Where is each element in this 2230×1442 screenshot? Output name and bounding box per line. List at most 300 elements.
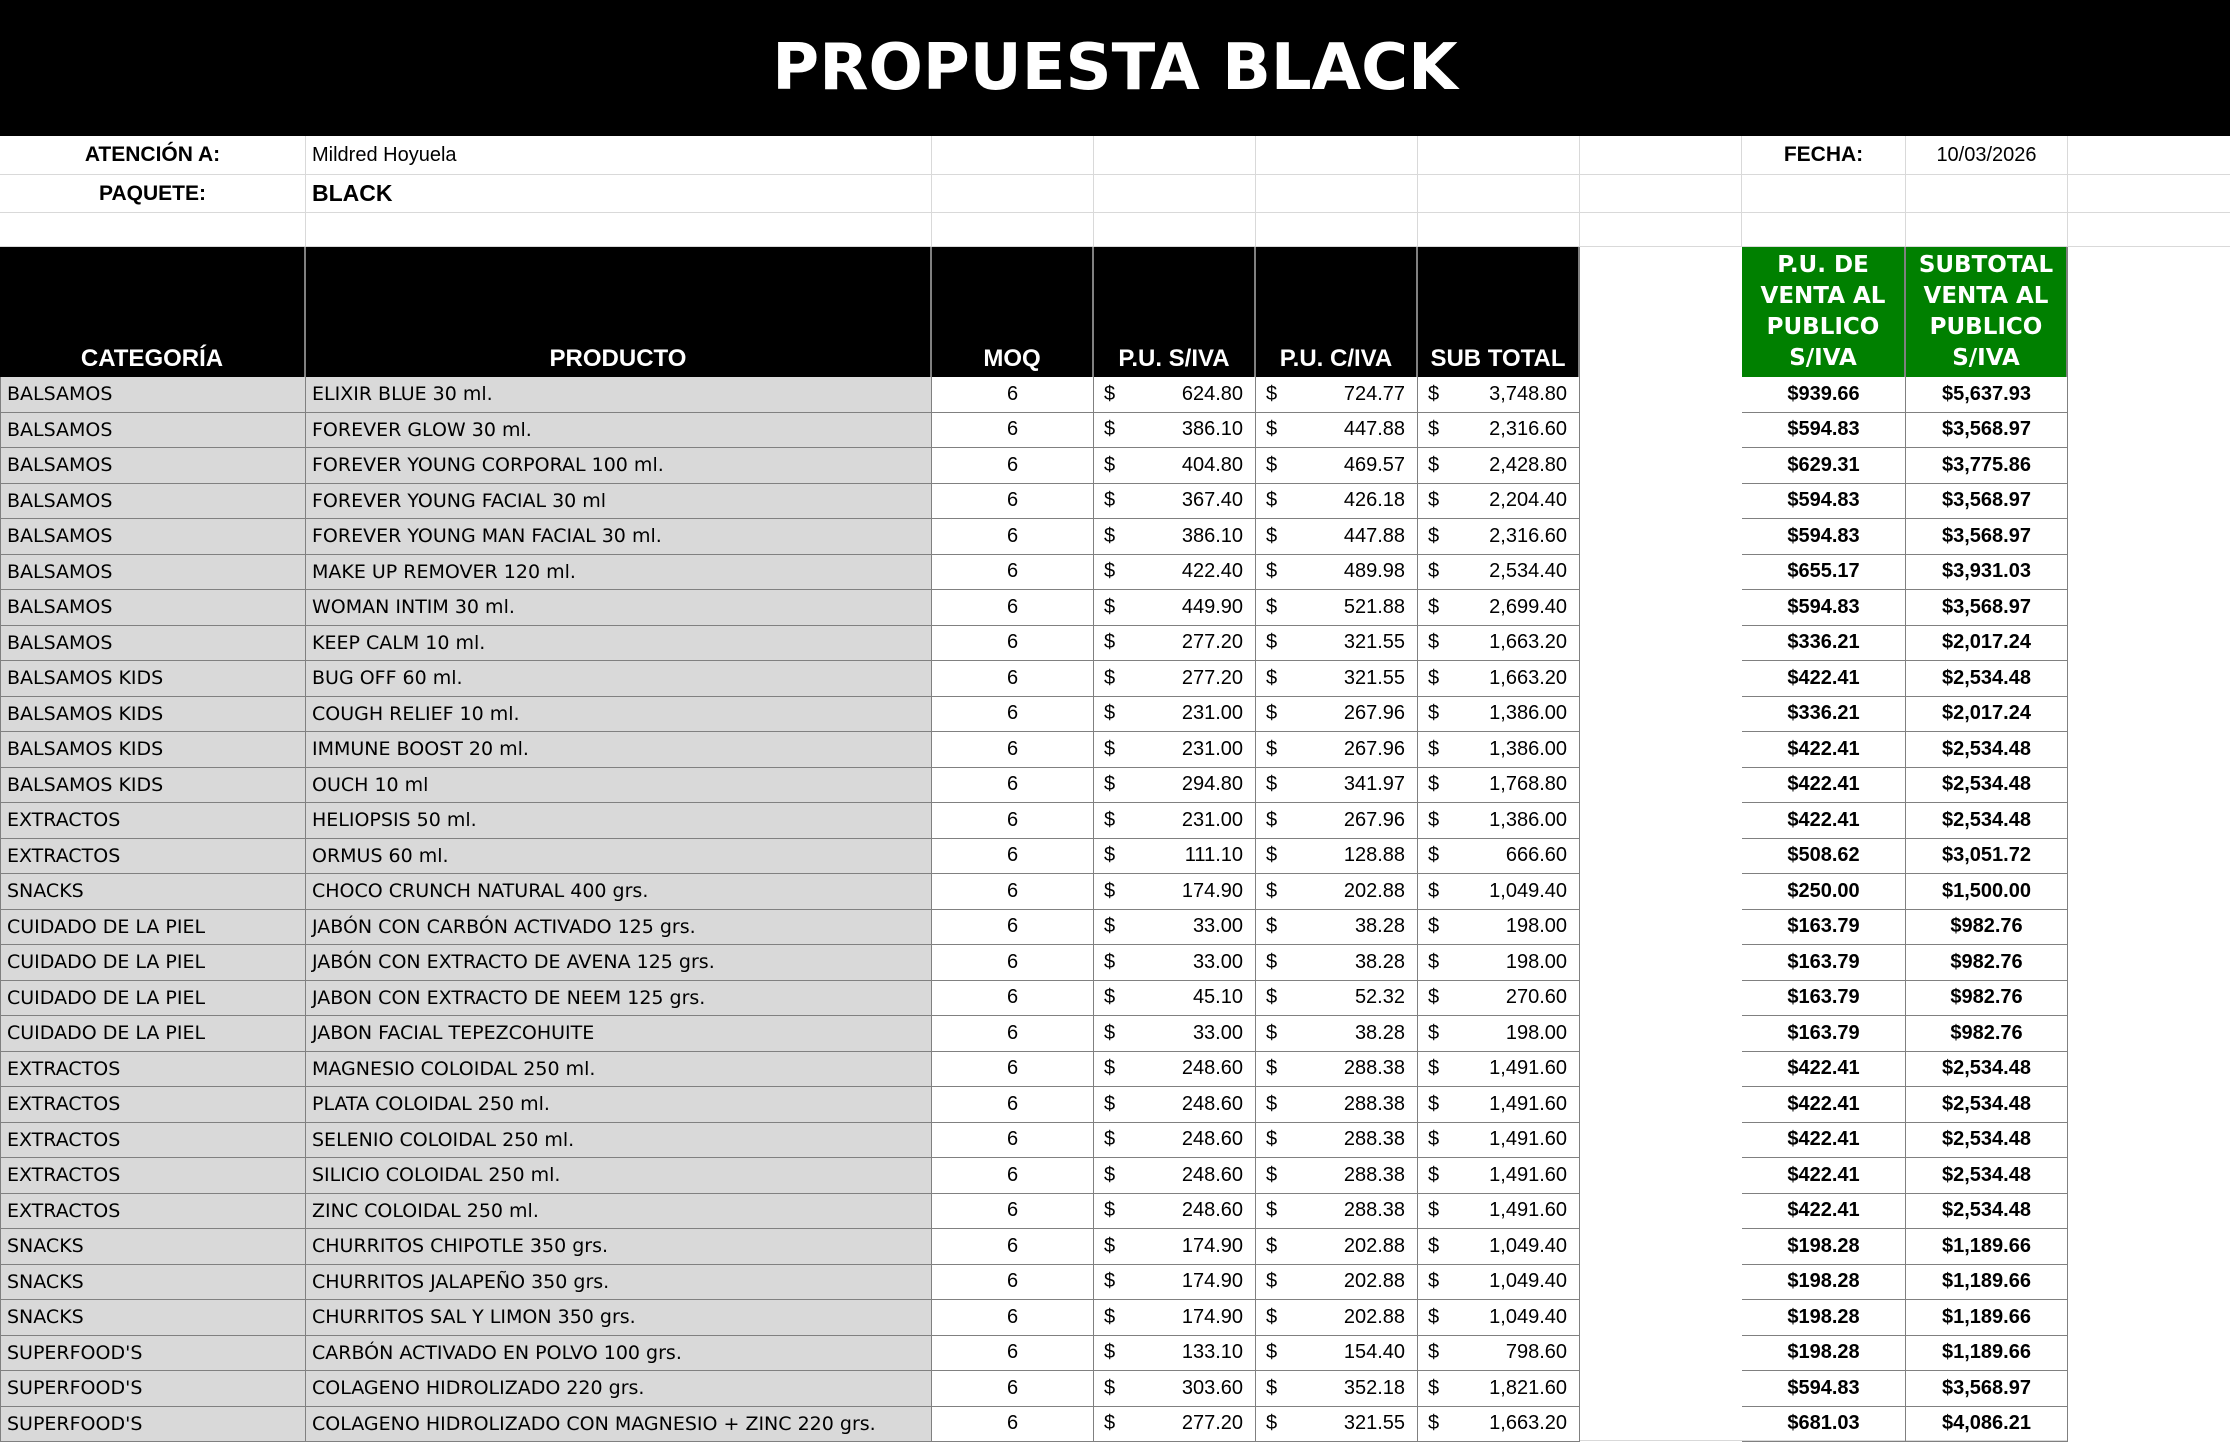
currency-symbol: $ [1104,560,1115,583]
pu-siva-cell[interactable] [1094,839,1256,875]
currency-symbol: $ [1428,631,1439,654]
pu-venta-cell[interactable]: $422.41 [1742,1087,1906,1123]
subtotal-venta-cell[interactable]: $3,568.97 [1906,484,2068,520]
currency-symbol: $ [1266,1022,1277,1045]
subtotal-venta-cell[interactable]: $2,534.48 [1906,1087,2068,1123]
pu-siva-cell[interactable] [1094,1265,1256,1301]
product-cell[interactable]: FOREVER YOUNG FACIAL 30 ml [306,484,932,520]
product-cell[interactable]: FOREVER YOUNG CORPORAL 100 ml. [306,448,932,484]
pu-venta-cell[interactable]: $198.28 [1742,1265,1906,1301]
moq-cell[interactable]: 6 [932,1229,1094,1265]
amount: 270.60 [1506,986,1567,1009]
subtotal-cell[interactable] [1418,1300,1580,1336]
pu-siva-cell[interactable] [1094,448,1256,484]
currency-symbol: $ [1266,1093,1277,1116]
moq-cell[interactable]: 6 [932,1052,1094,1088]
moq-cell[interactable]: 6 [932,413,1094,449]
category-cell[interactable]: EXTRACTOS [0,803,306,839]
pu-venta-cell[interactable]: $198.28 [1742,1300,1906,1336]
pu-civa-cell[interactable] [1256,413,1418,449]
pu-civa-cell[interactable] [1256,1123,1418,1159]
pu-siva-cell[interactable] [1094,1371,1256,1407]
pu-siva-cell[interactable] [1094,803,1256,839]
amount: 202.88 [1344,1235,1405,1258]
pu-civa-cell[interactable] [1256,803,1418,839]
category-cell[interactable]: EXTRACTOS [0,1194,306,1230]
product-cell[interactable]: COUGH RELIEF 10 ml. [306,697,932,733]
currency-symbol: $ [1266,667,1277,690]
moq-cell[interactable]: 6 [932,732,1094,768]
pu-siva-cell[interactable] [1094,377,1256,413]
pu-civa-cell[interactable] [1256,1371,1418,1407]
currency-symbol: $ [1428,560,1439,583]
subtotal-venta-cell[interactable]: $2,534.48 [1906,1123,2068,1159]
pu-civa-cell[interactable] [1256,1016,1418,1052]
pu-civa-cell[interactable] [1256,1336,1418,1372]
category-cell[interactable]: BALSAMOS [0,448,306,484]
pu-venta-cell[interactable]: $422.41 [1742,1052,1906,1088]
pu-civa-cell[interactable] [1256,697,1418,733]
product-cell[interactable]: IMMUNE BOOST 20 ml. [306,732,932,768]
subtotal-cell[interactable] [1418,1052,1580,1088]
pu-venta-cell[interactable]: $655.17 [1742,555,1906,591]
pu-venta-cell[interactable]: $594.83 [1742,484,1906,520]
subtotal-cell[interactable] [1418,661,1580,697]
pu-siva-cell[interactable] [1094,413,1256,449]
product-cell[interactable]: HELIOPSIS 50 ml. [306,803,932,839]
currency-symbol: $ [1104,1199,1115,1222]
category-cell[interactable]: BALSAMOS KIDS [0,732,306,768]
subtotal-cell[interactable] [1418,1194,1580,1230]
category-cell[interactable]: BALSAMOS KIDS [0,661,306,697]
product-cell[interactable]: ORMUS 60 ml. [306,839,932,875]
currency-symbol: $ [1428,738,1439,761]
amount: 248.60 [1182,1128,1243,1151]
subtotal-venta-cell[interactable]: $1,189.66 [1906,1265,2068,1301]
pu-siva-cell[interactable] [1094,1158,1256,1194]
category-cell[interactable]: EXTRACTOS [0,1052,306,1088]
category-cell[interactable]: EXTRACTOS [0,1087,306,1123]
pu-siva-cell[interactable] [1094,945,1256,981]
subtotal-venta-cell[interactable]: $2,534.48 [1906,803,2068,839]
currency-symbol: $ [1266,1377,1277,1400]
subtotal-venta-cell[interactable]: $2,534.48 [1906,768,2068,804]
amount: 422.40 [1182,560,1243,583]
subtotal-cell[interactable] [1418,1371,1580,1407]
subtotal-venta-cell[interactable]: $4,086.21 [1906,1407,2068,1442]
pu-siva-cell[interactable] [1094,1016,1256,1052]
pu-siva-cell[interactable] [1094,519,1256,555]
category-cell[interactable]: BALSAMOS KIDS [0,768,306,804]
currency-symbol: $ [1266,915,1277,938]
product-cell[interactable]: CHURRITOS SAL Y LIMON 350 grs. [306,1300,932,1336]
moq-cell[interactable]: 6 [932,874,1094,910]
subtotal-venta-cell[interactable]: $3,051.72 [1906,839,2068,875]
currency-symbol: $ [1266,1270,1277,1293]
currency-symbol: $ [1266,1412,1277,1435]
pu-siva-cell[interactable] [1094,1229,1256,1265]
pu-siva-cell[interactable] [1094,910,1256,946]
pu-civa-cell[interactable] [1256,732,1418,768]
product-cell[interactable]: WOMAN INTIM 30 ml. [306,590,932,626]
amount: 447.88 [1344,418,1405,441]
subtotal-cell[interactable] [1418,1229,1580,1265]
pu-venta-cell[interactable]: $163.79 [1742,945,1906,981]
pu-civa-cell[interactable] [1256,555,1418,591]
pu-venta-cell[interactable]: $681.03 [1742,1407,1906,1442]
subtotal-venta-cell[interactable]: $3,568.97 [1906,1371,2068,1407]
amount: 469.57 [1344,454,1405,477]
pu-venta-cell[interactable]: $422.41 [1742,1158,1906,1194]
subtotal-venta-cell[interactable]: $3,568.97 [1906,590,2068,626]
category-cell[interactable]: SUPERFOOD'S [0,1336,306,1372]
currency-symbol: $ [1428,596,1439,619]
amount: 267.96 [1344,738,1405,761]
amount: 294.80 [1182,773,1243,796]
product-cell[interactable]: COLAGENO HIDROLIZADO 220 grs. [306,1371,932,1407]
product-cell[interactable]: OUCH 10 ml [306,768,932,804]
moq-cell[interactable]: 6 [932,484,1094,520]
amount: 202.88 [1344,880,1405,903]
pu-venta-cell[interactable]: $422.41 [1742,803,1906,839]
pu-venta-cell[interactable]: $594.83 [1742,1371,1906,1407]
pu-siva-cell[interactable] [1094,1300,1256,1336]
category-cell[interactable]: BALSAMOS [0,519,306,555]
category-cell[interactable]: SUPERFOOD'S [0,1371,306,1407]
amount: 624.80 [1182,383,1243,406]
category-cell[interactable]: BALSAMOS [0,555,306,591]
pu-civa-cell[interactable] [1256,1194,1418,1230]
subtotal-cell[interactable] [1418,768,1580,804]
moq-cell[interactable]: 6 [932,1407,1094,1442]
pu-venta-cell[interactable]: $422.41 [1742,732,1906,768]
moq-cell[interactable]: 6 [932,839,1094,875]
moq-cell[interactable]: 6 [932,519,1094,555]
category-cell[interactable]: EXTRACTOS [0,839,306,875]
subtotal-cell[interactable] [1418,1336,1580,1372]
category-cell[interactable]: SUPERFOOD'S [0,1407,306,1442]
pu-siva-cell[interactable] [1094,1123,1256,1159]
product-cell[interactable]: PLATA COLOIDAL 250 ml. [306,1087,932,1123]
header-product: PRODUCTO [306,247,932,377]
product-cell[interactable]: JABÓN CON CARBÓN ACTIVADO 125 grs. [306,910,932,946]
subtotal-cell[interactable] [1418,377,1580,413]
product-cell[interactable]: COLAGENO HIDROLIZADO CON MAGNESIO + ZINC 220 grs. [306,1407,932,1442]
subtotal-venta-cell[interactable]: $1,189.66 [1906,1336,2068,1372]
category-cell[interactable]: EXTRACTOS [0,1158,306,1194]
pu-civa-cell[interactable] [1256,626,1418,662]
pu-siva-cell[interactable] [1094,590,1256,626]
subtotal-cell[interactable] [1418,448,1580,484]
subtotal-venta-cell[interactable]: $2,534.48 [1906,661,2068,697]
currency-symbol: $ [1428,1164,1439,1187]
pu-venta-cell[interactable]: $163.79 [1742,1016,1906,1052]
product-cell[interactable]: CHURRITOS JALAPEÑO 350 grs. [306,1265,932,1301]
product-cell[interactable]: CARBÓN ACTIVADO EN POLVO 100 grs. [306,1336,932,1372]
page-title: PROPUESTA BLACK [0,0,2230,136]
category-cell[interactable]: CUIDADO DE LA PIEL [0,910,306,946]
subtotal-cell[interactable] [1418,590,1580,626]
pu-civa-cell[interactable] [1256,874,1418,910]
subtotal-venta-cell[interactable]: $3,931.03 [1906,555,2068,591]
subtotal-cell[interactable] [1418,874,1580,910]
pu-civa-cell[interactable] [1256,377,1418,413]
category-cell[interactable]: CUIDADO DE LA PIEL [0,981,306,1017]
pu-civa-cell[interactable] [1256,1052,1418,1088]
subtotal-venta-cell[interactable]: $3,775.86 [1906,448,2068,484]
currency-symbol: $ [1428,986,1439,1009]
pu-venta-cell[interactable]: $594.83 [1742,413,1906,449]
category-cell[interactable]: SNACKS [0,1229,306,1265]
subtotal-venta-cell[interactable]: $1,500.00 [1906,874,2068,910]
subtotal-cell[interactable] [1418,555,1580,591]
amount: 231.00 [1182,702,1243,725]
currency-symbol: $ [1428,1377,1439,1400]
subtotal-cell[interactable] [1418,1123,1580,1159]
subtotal-venta-cell[interactable]: $982.76 [1906,1016,2068,1052]
subtotal-venta-cell[interactable]: $982.76 [1906,910,2068,946]
moq-cell[interactable]: 6 [932,697,1094,733]
subtotal-venta-cell[interactable]: $5,637.93 [1906,377,2068,413]
pu-siva-cell[interactable] [1094,981,1256,1017]
subtotal-cell[interactable] [1418,697,1580,733]
subtotal-venta-cell[interactable]: $2,534.48 [1906,732,2068,768]
subtotal-cell[interactable] [1418,910,1580,946]
product-cell[interactable]: JABÓN CON EXTRACTO DE AVENA 125 grs. [306,945,932,981]
currency-symbol: $ [1104,844,1115,867]
pu-venta-cell[interactable]: $250.00 [1742,874,1906,910]
pu-civa-cell[interactable] [1256,1265,1418,1301]
currency-symbol: $ [1428,1093,1439,1116]
subtotal-venta-cell[interactable]: $2,534.48 [1906,1158,2068,1194]
moq-cell[interactable]: 6 [932,910,1094,946]
subtotal-cell[interactable] [1418,1087,1580,1123]
subtotal-venta-cell[interactable]: $2,017.24 [1906,626,2068,662]
pu-civa-cell[interactable] [1256,590,1418,626]
date-label: FECHA: [1742,136,1905,174]
pu-venta-cell[interactable]: $594.83 [1742,590,1906,626]
moq-cell[interactable]: 6 [932,1371,1094,1407]
pu-venta-cell[interactable]: $594.83 [1742,519,1906,555]
product-cell[interactable]: FOREVER YOUNG MAN FACIAL 30 ml. [306,519,932,555]
moq-cell[interactable]: 6 [932,1300,1094,1336]
date-value[interactable]: 10/03/2026 [1906,136,2067,174]
category-cell[interactable]: BALSAMOS [0,413,306,449]
subtotal-venta-cell[interactable]: $3,568.97 [1906,519,2068,555]
product-cell[interactable]: MAGNESIO COLOIDAL 250 ml. [306,1052,932,1088]
pu-civa-cell[interactable] [1256,981,1418,1017]
currency-symbol: $ [1428,844,1439,867]
header-pu-siva: P.U. S/IVA [1094,247,1256,377]
pu-siva-cell[interactable] [1094,661,1256,697]
moq-cell[interactable]: 6 [932,1087,1094,1123]
pu-venta-cell[interactable]: $163.79 [1742,981,1906,1017]
currency-symbol: $ [1266,489,1277,512]
pu-siva-cell[interactable] [1094,1087,1256,1123]
moq-cell[interactable]: 6 [932,803,1094,839]
category-cell[interactable]: SNACKS [0,1300,306,1336]
pu-civa-cell[interactable] [1256,661,1418,697]
pu-civa-cell[interactable] [1256,484,1418,520]
product-cell[interactable]: BUG OFF 60 ml. [306,661,932,697]
pu-civa-cell[interactable] [1256,1229,1418,1265]
currency-symbol: $ [1428,1199,1439,1222]
subtotal-cell[interactable] [1418,1016,1580,1052]
pu-civa-cell[interactable] [1256,910,1418,946]
pu-venta-cell[interactable]: $422.41 [1742,661,1906,697]
amount: 231.00 [1182,738,1243,761]
subtotal-cell[interactable] [1418,981,1580,1017]
subtotal-venta-cell[interactable]: $982.76 [1906,945,2068,981]
category-cell[interactable]: SNACKS [0,874,306,910]
product-cell[interactable]: CHURRITOS CHIPOTLE 350 grs. [306,1229,932,1265]
pu-venta-cell[interactable]: $163.79 [1742,910,1906,946]
pu-siva-cell[interactable] [1094,626,1256,662]
category-cell[interactable]: SNACKS [0,1265,306,1301]
subtotal-cell[interactable] [1418,839,1580,875]
category-cell[interactable]: CUIDADO DE LA PIEL [0,945,306,981]
pu-siva-cell[interactable] [1094,697,1256,733]
currency-symbol: $ [1428,1022,1439,1045]
product-cell[interactable]: CHOCO CRUNCH NATURAL 400 grs. [306,874,932,910]
product-cell[interactable]: SILICIO COLOIDAL 250 ml. [306,1158,932,1194]
pu-venta-cell[interactable]: $939.66 [1742,377,1906,413]
pu-siva-cell[interactable] [1094,1336,1256,1372]
moq-cell[interactable]: 6 [932,1123,1094,1159]
category-cell[interactable]: BALSAMOS KIDS [0,697,306,733]
subtotal-venta-cell[interactable]: $3,568.97 [1906,413,2068,449]
amount: 38.28 [1355,915,1405,938]
amount: 1,821.60 [1489,1377,1567,1400]
amount: 277.20 [1182,631,1243,654]
pu-siva-cell[interactable] [1094,555,1256,591]
pu-siva-cell[interactable] [1094,1407,1256,1442]
package-value[interactable]: BLACK [306,175,906,212]
moq-cell[interactable]: 6 [932,661,1094,697]
currency-symbol: $ [1428,1412,1439,1435]
pu-venta-cell[interactable]: $198.28 [1742,1336,1906,1372]
pu-civa-cell[interactable] [1256,768,1418,804]
currency-symbol: $ [1104,951,1115,974]
subtotal-cell[interactable] [1418,413,1580,449]
pu-civa-cell[interactable] [1256,519,1418,555]
pu-civa-cell[interactable] [1256,839,1418,875]
category-cell[interactable]: BALSAMOS [0,626,306,662]
pu-siva-cell[interactable] [1094,1194,1256,1230]
currency-symbol: $ [1428,1128,1439,1151]
currency-symbol: $ [1428,489,1439,512]
product-cell[interactable]: JABON CON EXTRACTO DE NEEM 125 grs. [306,981,932,1017]
subtotal-cell[interactable] [1418,626,1580,662]
subtotal-cell[interactable] [1418,1265,1580,1301]
pu-civa-cell[interactable] [1256,945,1418,981]
moq-cell[interactable]: 6 [932,1336,1094,1372]
moq-cell[interactable]: 6 [932,1158,1094,1194]
pu-venta-cell[interactable]: $336.21 [1742,626,1906,662]
category-cell[interactable]: CUIDADO DE LA PIEL [0,1016,306,1052]
subtotal-venta-cell[interactable]: $1,189.66 [1906,1229,2068,1265]
product-cell[interactable]: MAKE UP REMOVER 120 ml. [306,555,932,591]
subtotal-venta-cell[interactable]: $982.76 [1906,981,2068,1017]
subtotal-cell[interactable] [1418,1158,1580,1194]
subtotal-cell[interactable] [1418,803,1580,839]
product-cell[interactable]: ELIXIR BLUE 30 ml. [306,377,932,413]
moq-cell[interactable]: 6 [932,377,1094,413]
product-cell[interactable]: SELENIO COLOIDAL 250 ml. [306,1123,932,1159]
subtotal-cell[interactable] [1418,484,1580,520]
pu-venta-cell[interactable]: $422.41 [1742,1123,1906,1159]
currency-symbol: $ [1104,1128,1115,1151]
subtotal-venta-cell[interactable]: $2,534.48 [1906,1052,2068,1088]
currency-symbol: $ [1104,1341,1115,1364]
subtotal-venta-cell[interactable]: $2,534.48 [1906,1194,2068,1230]
subtotal-venta-cell[interactable]: $2,017.24 [1906,697,2068,733]
pu-siva-cell[interactable] [1094,1052,1256,1088]
product-cell[interactable]: ZINC COLOIDAL 250 ml. [306,1194,932,1230]
moq-cell[interactable]: 6 [932,768,1094,804]
pu-siva-cell[interactable] [1094,732,1256,768]
pu-civa-cell[interactable] [1256,1407,1418,1442]
subtotal-venta-cell[interactable]: $1,189.66 [1906,1300,2068,1336]
amount: 2,204.40 [1489,489,1567,512]
moq-cell[interactable]: 6 [932,448,1094,484]
moq-cell[interactable]: 6 [932,945,1094,981]
pu-civa-cell[interactable] [1256,1158,1418,1194]
amount: 489.98 [1344,560,1405,583]
moq-cell[interactable]: 6 [932,1194,1094,1230]
subtotal-cell[interactable] [1418,1407,1580,1442]
currency-symbol: $ [1104,986,1115,1009]
pu-civa-cell[interactable] [1256,448,1418,484]
pu-siva-cell[interactable] [1094,874,1256,910]
subtotal-cell[interactable] [1418,945,1580,981]
subtotal-cell[interactable] [1418,519,1580,555]
pu-civa-cell[interactable] [1256,1087,1418,1123]
pu-siva-cell[interactable] [1094,484,1256,520]
currency-symbol: $ [1266,1341,1277,1364]
category-cell[interactable]: BALSAMOS [0,484,306,520]
category-cell[interactable]: BALSAMOS [0,377,306,413]
product-cell[interactable]: KEEP CALM 10 ml. [306,626,932,662]
product-cell[interactable]: FOREVER GLOW 30 ml. [306,413,932,449]
category-cell[interactable]: BALSAMOS [0,590,306,626]
moq-cell[interactable]: 6 [932,1265,1094,1301]
pu-venta-cell[interactable]: $422.41 [1742,1194,1906,1230]
moq-cell[interactable]: 6 [932,981,1094,1017]
pu-venta-cell[interactable]: $629.31 [1742,448,1906,484]
attention-value[interactable]: Mildred Hoyuela [306,136,906,174]
pu-civa-cell[interactable] [1256,1300,1418,1336]
pu-venta-cell[interactable]: $336.21 [1742,697,1906,733]
pu-siva-cell[interactable] [1094,768,1256,804]
amount: 248.60 [1182,1199,1243,1222]
moq-cell[interactable]: 6 [932,1016,1094,1052]
pu-venta-cell[interactable]: $198.28 [1742,1229,1906,1265]
moq-cell[interactable]: 6 [932,555,1094,591]
currency-symbol: $ [1428,809,1439,832]
currency-symbol: $ [1266,1128,1277,1151]
pu-venta-cell[interactable]: $508.62 [1742,839,1906,875]
moq-cell[interactable]: 6 [932,590,1094,626]
amount: 1,049.40 [1489,1235,1567,1258]
category-cell[interactable]: EXTRACTOS [0,1123,306,1159]
amount: 128.88 [1344,844,1405,867]
moq-cell[interactable]: 6 [932,626,1094,662]
amount: 521.88 [1344,596,1405,619]
pu-venta-cell[interactable]: $422.41 [1742,768,1906,804]
product-cell[interactable]: JABON FACIAL TEPEZCOHUITE [306,1016,932,1052]
subtotal-cell[interactable] [1418,732,1580,768]
